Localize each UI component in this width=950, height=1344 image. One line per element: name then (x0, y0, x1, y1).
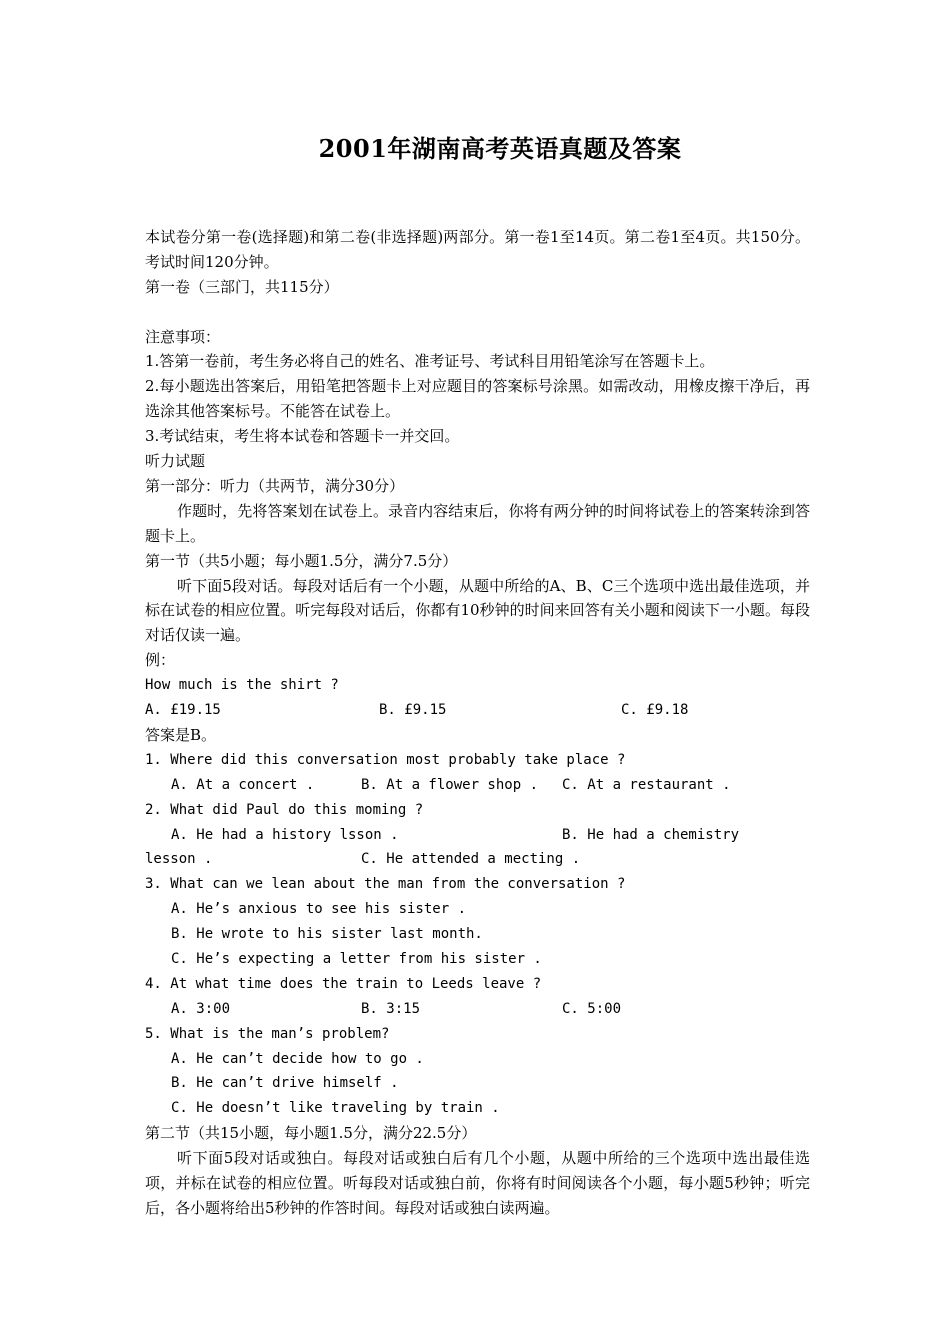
intro-paragraph: 本试卷分第一卷(选择题)和第二卷(非选择题)两部分。第一卷1至14页。第二卷1至4页。共150分。考试时间120分钟。 (145, 228, 810, 271)
section1-heading: 第一节（共5小题；每小题1.5分，满分7.5分） (145, 551, 458, 570)
option-c: C. He doesn’t like traveling by train . (171, 1100, 500, 1117)
option-a: A. At a concert . (171, 776, 315, 793)
option-b: B. He had a chemistry (562, 826, 740, 843)
question-4: 4. At what time does the train to Leeds leave ? (145, 975, 542, 992)
section1-instruction: 听下面5段对话。每段对话后有一个小题，从题中所给的A、B、C三个选项中选出最佳选项，并标在试卷的相应位置。听完每段对话后，你都有10秒钟的时间来回答有关小题和阅读下一小题。每段对话仅读一遍。 (145, 576, 810, 645)
option-c: C. 5:00 (562, 1000, 622, 1017)
part1-instruction: 作题时，先将答案划在试卷上。录音内容结束后，你将有两分钟的时间将试卷上的答案转涂到答题卡上。 (145, 501, 810, 545)
option-c: C. £9.18 (621, 702, 689, 719)
note-item: 2.每小题选出答案后，用铅笔把答题卡上对应题目的答案标号涂黑。如需改动，用橡皮擦干净后，再选涂其他答案标号。不能答在试卷上。 (145, 377, 810, 421)
section2-instruction: 听下面5段对话或独白。每段对话或独白后有几个小题，从题中所给的三个选项中选出最佳选项，并标在试卷的相应位置。听每段对话或独白前，你将有时间阅读各个小题，每小题5秒钟；听完后，各小题将给出5秒钟的作答时间。每段对话或独白读两遍。 (145, 1149, 810, 1217)
option-b: B. 3:15 (361, 1000, 421, 1017)
example-options (145, 698, 810, 723)
document-body (145, 225, 810, 1221)
question-4-options (145, 997, 810, 1022)
question-1-options (145, 773, 810, 798)
question-2-options (145, 823, 810, 848)
option-a: A. He’s anxious to see his sister . (171, 901, 467, 918)
question-1: 1. Where did this conversation most probably take place ? (145, 751, 626, 768)
spacer (145, 300, 810, 325)
volume-heading: 第一卷（三部门，共115分） (145, 277, 339, 296)
option-b: B. He can’t drive himself . (171, 1075, 399, 1092)
option-b: B. At a flower shop . (361, 776, 539, 793)
note-item: 1.答第一卷前，考生务必将自己的姓名、准考证号、考试科目用铅笔涂写在答题卡上。 (145, 352, 715, 371)
question-2: 2. What did Paul do this moming ? (145, 801, 424, 818)
option-c: C. He attended a mecting . (361, 851, 581, 868)
option-a: A. He can’t decide how to go . (171, 1050, 424, 1067)
option-a: A. 3:00 (171, 1000, 231, 1017)
question-2-options-cont (145, 847, 810, 872)
question-3: 3. What can we lean about the man from the conversation ? (145, 876, 626, 893)
option-b: B. £9.15 (379, 702, 447, 719)
part1-heading: 第一部分：听力（共两节，满分30分） (145, 476, 405, 495)
section2-heading: 第二节（共15小题，每小题1.5分，满分22.5分） (145, 1124, 477, 1143)
option-c: C. He’s expecting a letter from his sister . (171, 950, 542, 967)
option-b-cont: lesson . (145, 851, 213, 868)
example-label: 例： (145, 651, 176, 670)
option-a: A. He had a history lsson . (171, 826, 399, 843)
listening-label: 听力试题 (145, 452, 206, 471)
option-c: C. At a restaurant . (562, 776, 731, 793)
notes-heading: 注意事项： (145, 327, 221, 346)
page-title: 2001年湖南高考英语真题及答案 (318, 134, 682, 163)
option-b: B. He wrote to his sister last month. (171, 926, 483, 943)
example-answer: 答案是B。 (145, 725, 217, 744)
option-a: A. £19.15 (145, 702, 221, 719)
question-5: 5. What is the man’s problem? (145, 1025, 390, 1042)
example-question: How much is the shirt ? (145, 677, 339, 694)
note-item: 3.考试结束，考生将本试卷和答题卡一并交回。 (145, 427, 460, 446)
